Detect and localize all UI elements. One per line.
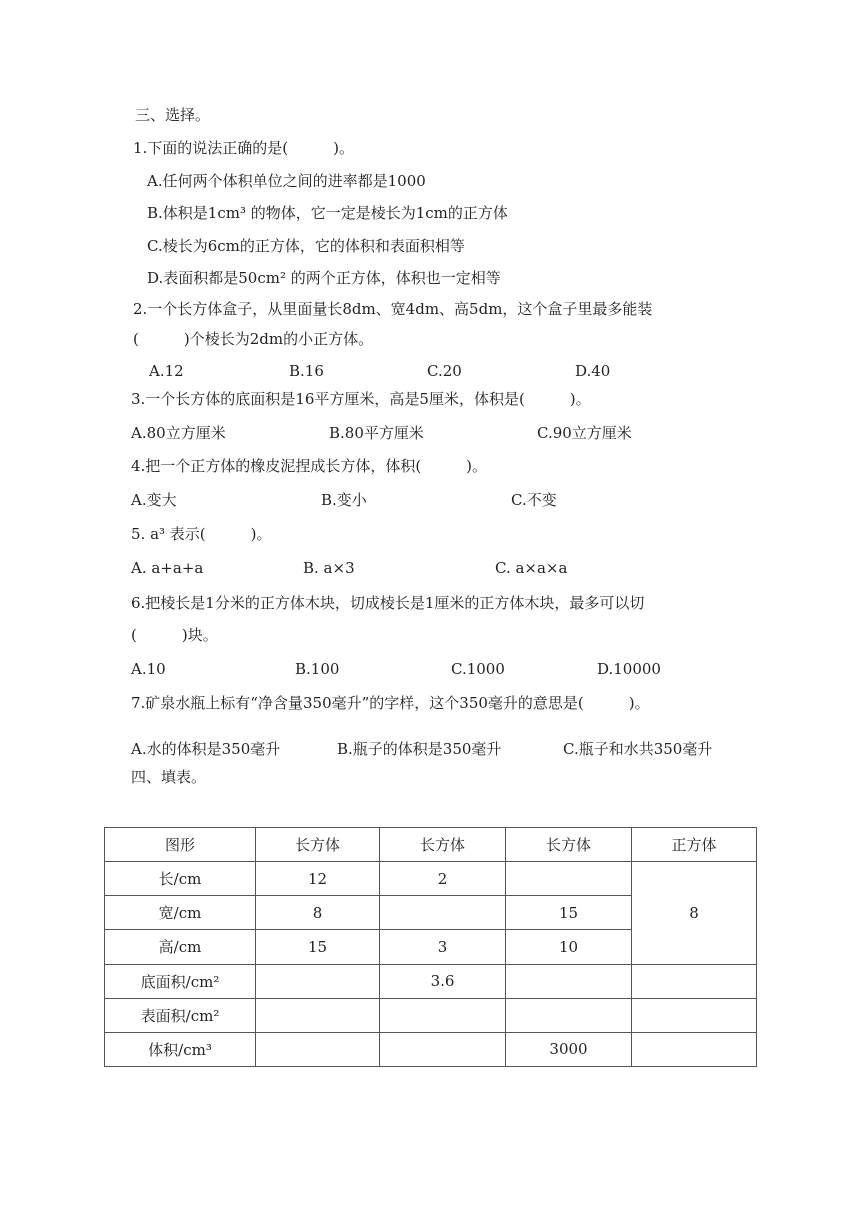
- question-1-option-c: C.棱长为6cm的正方体，它的体积和表面积相等: [147, 237, 465, 255]
- question-6-option-a: A.10: [131, 660, 166, 678]
- header-cell: 正方体: [632, 828, 757, 862]
- question-7-option-a: A.水的体积是350毫升: [131, 740, 281, 758]
- question-3-option-b: B.80平方厘米: [329, 424, 424, 442]
- table-cell[interactable]: 3000: [506, 1032, 632, 1066]
- question-3-stem: 3.一个长方体的底面积是16平方厘米，高是5厘米，体积是( )。: [131, 390, 591, 408]
- fill-table: [104, 827, 757, 1067]
- cube-edge-cell: 8: [632, 862, 757, 964]
- row-label: 长/cm: [105, 862, 256, 896]
- table-row: [105, 1032, 757, 1066]
- question-2-option-b: B.16: [289, 362, 324, 380]
- table-row: [105, 862, 757, 896]
- question-1-option-b: B.体积是1cm³ 的物体，它一定是棱长为1cm的正方体: [147, 204, 508, 222]
- table-cell[interactable]: 3: [380, 930, 506, 964]
- table-cell[interactable]: [506, 964, 632, 998]
- table-cell[interactable]: [506, 998, 632, 1032]
- question-2-option-c: C.20: [427, 362, 462, 380]
- table-cell[interactable]: 12: [256, 862, 380, 896]
- question-7-stem: 7.矿泉水瓶上标有“净含量350毫升”的字样，这个350毫升的意思是( )。: [131, 694, 650, 712]
- question-6-stem: 6.把棱长是1分米的正方体木块，切成棱长是1厘米的正方体木块，最多可以切: [131, 594, 645, 612]
- question-3-option-c: C.90立方厘米: [537, 424, 632, 442]
- question-4-option-a: A.变大: [131, 491, 177, 509]
- question-2-stem: 2.一个长方体盒子，从里面量长8dm、宽4dm、高5dm，这个盒子里最多能装: [133, 300, 653, 318]
- question-7-option-b: B.瓶子的体积是350毫升: [337, 740, 502, 758]
- question-7-option-c: C.瓶子和水共350毫升: [563, 740, 713, 758]
- section-4-title: 四、填表。: [131, 768, 207, 786]
- table-cell[interactable]: [632, 964, 757, 998]
- table-cell[interactable]: [380, 1032, 506, 1066]
- question-1-option-d: D.表面积都是50cm² 的两个正方体，体积也一定相等: [147, 269, 501, 287]
- row-label: 体积/cm³: [105, 1032, 256, 1066]
- question-1-stem: 1.下面的说法正确的是( )。: [133, 139, 355, 157]
- question-1-option-a: A.任何两个体积单位之间的进率都是1000: [147, 172, 426, 190]
- header-cell: 长方体: [506, 828, 632, 862]
- table-cell[interactable]: [632, 1032, 757, 1066]
- question-5-option-a: A. a+a+a: [131, 559, 204, 577]
- question-2-option-a: A.12: [149, 362, 184, 380]
- table-cell[interactable]: [380, 896, 506, 930]
- table-cell[interactable]: 15: [256, 930, 380, 964]
- table-row: [105, 998, 757, 1032]
- question-3-option-a: A.80立方厘米: [131, 424, 226, 442]
- question-6-stem-continued: ( )块。: [131, 626, 218, 644]
- table-cell[interactable]: [632, 998, 757, 1032]
- header-cell: 图形: [105, 828, 256, 862]
- table-cell[interactable]: 15: [506, 896, 632, 930]
- row-label: 表面积/cm²: [105, 998, 256, 1032]
- question-6-option-c: C.1000: [451, 660, 505, 678]
- header-cell: 长方体: [380, 828, 506, 862]
- question-4-option-b: B.变小: [321, 491, 367, 509]
- table-cell[interactable]: 3.6: [380, 964, 506, 998]
- question-6-option-b: B.100: [295, 660, 340, 678]
- table-cell[interactable]: [506, 862, 632, 896]
- row-label: 高/cm: [105, 930, 256, 964]
- row-label: 底面积/cm²: [105, 964, 256, 998]
- table-cell[interactable]: 8: [256, 896, 380, 930]
- table-cell[interactable]: [256, 1032, 380, 1066]
- question-5-option-b: B. a×3: [303, 559, 355, 577]
- table-cell[interactable]: [256, 998, 380, 1032]
- question-5-stem: 5. a³ 表示( )。: [131, 525, 272, 543]
- question-6-option-d: D.10000: [597, 660, 661, 678]
- question-2-option-d: D.40: [575, 362, 611, 380]
- header-cell: 长方体: [256, 828, 380, 862]
- table-row: [105, 964, 757, 998]
- question-5-option-c: C. a×a×a: [495, 559, 568, 577]
- question-4-option-c: C.不变: [511, 491, 557, 509]
- question-4-stem: 4.把一个正方体的橡皮泥捏成长方体，体积( )。: [131, 457, 488, 475]
- question-2-stem-continued: ( )个棱长为2dm的小正方体。: [133, 330, 374, 348]
- table-cell[interactable]: 10: [506, 930, 632, 964]
- section-3-title: 三、选择。: [135, 106, 211, 124]
- table-header-row: [105, 828, 757, 862]
- row-label: 宽/cm: [105, 896, 256, 930]
- table-cell[interactable]: 2: [380, 862, 506, 896]
- table-cell[interactable]: [380, 998, 506, 1032]
- table-cell[interactable]: [256, 964, 380, 998]
